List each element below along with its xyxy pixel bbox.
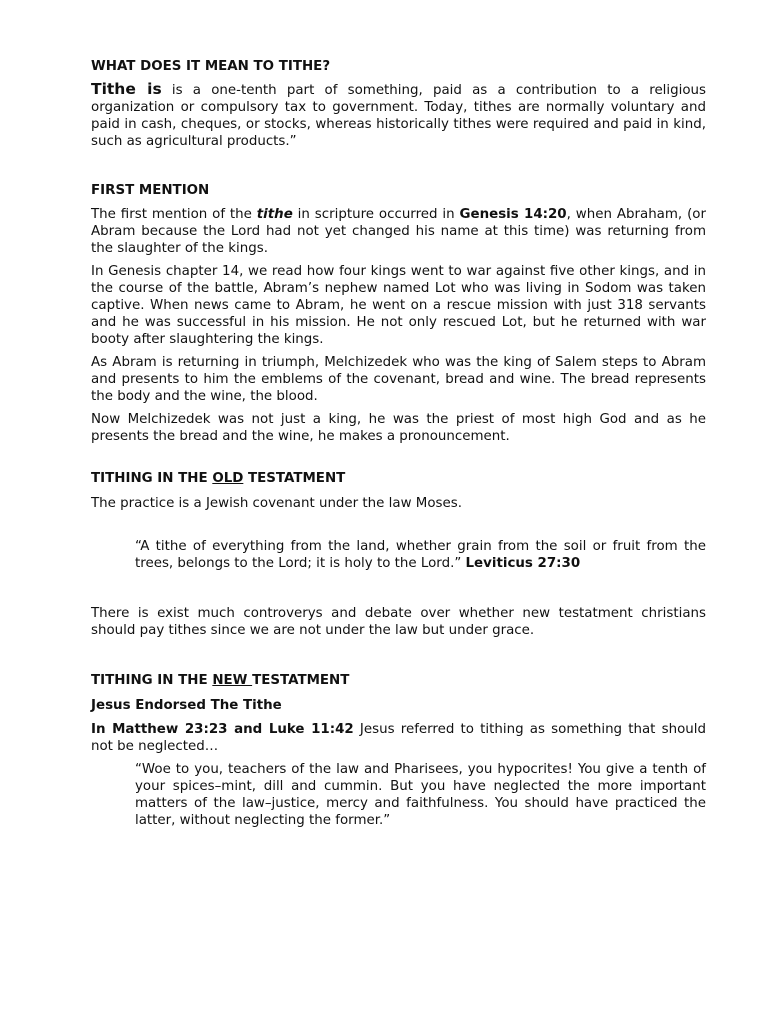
nt-heading-pre: TITHING IN THE [91, 673, 213, 688]
ot-heading-pre: TITHING IN THE [91, 471, 213, 486]
old-testament-paragraph-1: The practice is a Jewish covenant under the law Moses. [91, 496, 462, 511]
heading-first-mention: FIRST MENTION [91, 183, 210, 198]
first-mention-paragraph-1 [91, 206, 706, 257]
leviticus-reference: Leviticus 27:30 [465, 556, 581, 571]
nt-p1-text: Jesus referred to tithing as something that should not be neglected… [91, 722, 706, 754]
nt-heading-underlined: NEW [212, 673, 253, 688]
fm-p1-part-a: The first mention of the [91, 207, 257, 222]
first-mention-paragraph-2: In Genesis chapter 14, we read how four kings went to war against five other kings, and in the course of the battle, Abram’s nephew named Lot who was living in Sodom was taken captive. When news came to Abram, he went on a rescue mission with just 318 servants and he was successful in his mission. He not only rescued Lot, but he returned with war booty after slaughtering the kings. [91, 264, 706, 347]
first-mention-paragraph-3: As Abram is returning in triumph, Melchizedek who was the king of Salem steps to Abram and presents to him the emblems of the covenant, bread and wine. The bread represents the body and the wine, the blood. [91, 355, 706, 404]
new-testament-paragraph-1 [91, 721, 706, 755]
tithe-emphasis: tithe [256, 207, 293, 222]
matthew-quote: “Woe to you, teachers of the law and Pharisees, you hypocrites! You give a tenth of your spices–mint, dill and cummin. But you have neglected the more important matters of the law–justice, mercy and faithfulness. You should have practiced the latter, without neglecting the former.” [135, 762, 706, 828]
nt-heading-post: TESTATMENT [252, 673, 350, 688]
subheading-jesus-endorsed: Jesus Endorsed The Tithe [91, 698, 282, 713]
ot-heading-post: TESTATMENT [243, 471, 346, 486]
ot-heading-underlined: OLD [212, 471, 244, 486]
first-mention-paragraph-4: Now Melchizedek was not just a king, he was the priest of most high God and as he presents the bread and the wine, he makes a pronouncement. [91, 412, 706, 444]
page-title: WHAT DOES IT MEAN TO TITHE? [91, 59, 331, 74]
genesis-reference: Genesis 14:20 [459, 207, 567, 222]
intro-term: Tithe is [91, 80, 162, 98]
fm-p1-part-c: , when Abraham, (or Abram because the Lord had not yet changed his name at this time) was returning from the slaughter of the kings. [91, 207, 706, 256]
lev-quote-text: “A tithe of everything from the land, whether grain from the soil or fruit from the trees, belongs to the Lord; it is holy to the Lord.” [135, 539, 706, 571]
heading-old-testament [91, 470, 706, 487]
heading-new-testament [91, 672, 706, 689]
document-body [91, 58, 706, 829]
leviticus-quote [135, 538, 706, 572]
matthew-luke-reference: In Matthew 23:23 and Luke 11:42 [91, 722, 354, 737]
fm-p1-part-b: in scripture occurred in [292, 207, 460, 222]
old-testament-paragraph-2: There is exist much controverys and debate over whether new testatment christians should pay tithes since we are not under the law but under grace. [91, 606, 706, 638]
intro-text: is a one-tenth part of something, paid as a contribution to a religious organization or compulsory tax to government. Today, tithes are normally voluntary and paid in cash, cheques, or stocks, whereas historically tithes were required and paid in kind, such as agricultural products.” [91, 83, 706, 149]
intro-paragraph [91, 81, 706, 150]
